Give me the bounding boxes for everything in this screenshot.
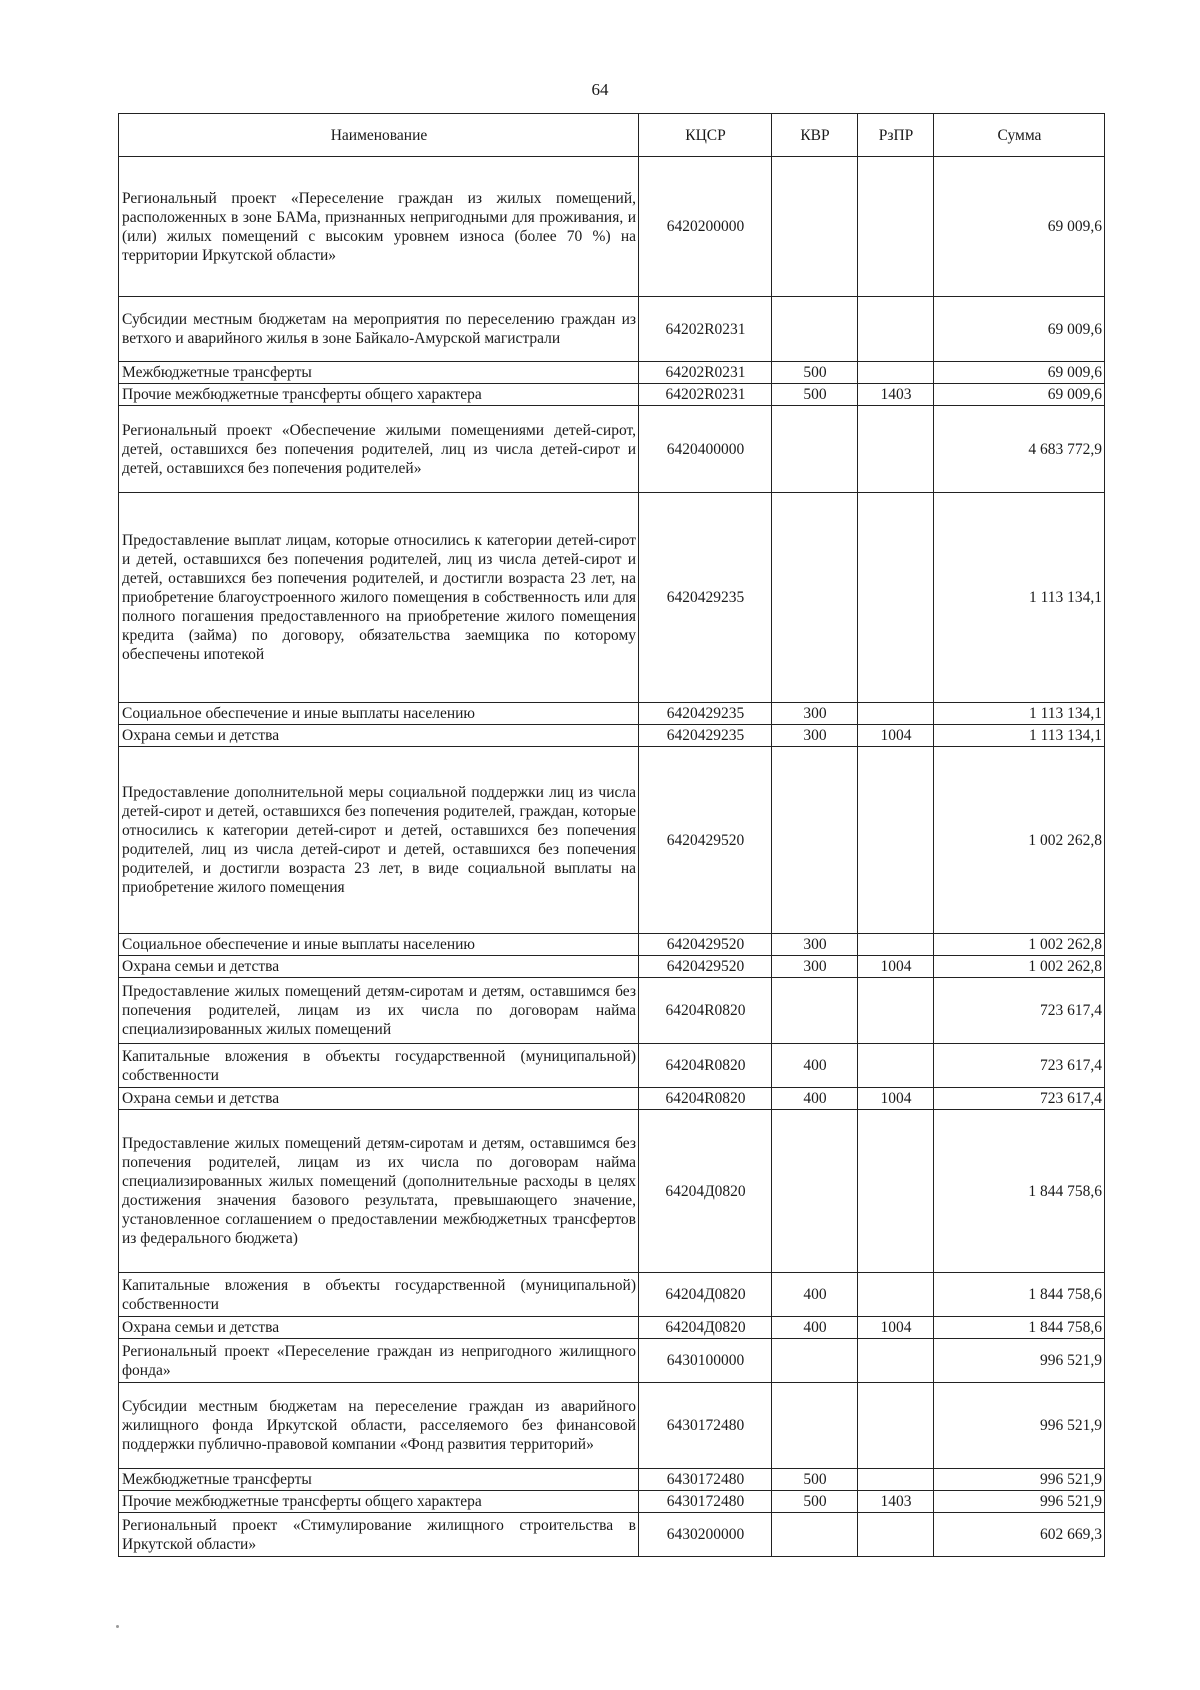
row-code: 6420429520: [639, 747, 772, 934]
table-row: [119, 1088, 1105, 1110]
table-row: [119, 1339, 1105, 1383]
row-kvr: [772, 1513, 858, 1557]
row-kvr: [772, 747, 858, 934]
row-rzpr: [858, 1339, 934, 1383]
row-sum: 69 009,6: [934, 362, 1105, 384]
row-sum: 723 617,4: [934, 1088, 1105, 1110]
row-name: Региональный проект «Переселение граждан из непригодного жилищного фонда»: [119, 1339, 639, 1383]
row-rzpr: 1004: [858, 1317, 934, 1339]
row-sum: 1 113 134,1: [934, 703, 1105, 725]
row-rzpr: [858, 157, 934, 297]
row-code: 64204R0820: [639, 1044, 772, 1088]
row-rzpr: [858, 703, 934, 725]
row-code: 6420429235: [639, 703, 772, 725]
row-kvr: 400: [772, 1044, 858, 1088]
row-rzpr: 1004: [858, 1088, 934, 1110]
row-code: 6430200000: [639, 1513, 772, 1557]
row-rzpr: [858, 934, 934, 956]
row-code: 6430172480: [639, 1469, 772, 1491]
row-name: Предоставление выплат лицам, которые относились к категории детей-сирот и детей, оставшихся без попечения родителей, лиц из числа детей-сирот и детей, оставшихся без попечения родителей, и достигли возраста 23 лет, на приобретение благоустроенного жилого помещения в собственность или для полного погашения предоставленного на приобретение жилого помещения кредита (займа) по договору, обязательства заемщика по которому обеспечены ипотекой: [119, 493, 639, 703]
row-name: Охрана семьи и детства: [119, 725, 639, 747]
row-name: Субсидии местным бюджетам на мероприятия по переселению граждан из ветхого и аварийного жилья в зоне Байкало-Амурской магистрали: [119, 297, 639, 362]
table-row: [119, 703, 1105, 725]
row-code: 64202R0231: [639, 384, 772, 406]
row-sum: 4 683 772,9: [934, 406, 1105, 493]
table-row: [119, 406, 1105, 493]
row-kvr: 500: [772, 362, 858, 384]
table-row: [119, 1513, 1105, 1557]
row-sum: 996 521,9: [934, 1491, 1105, 1513]
row-name: Капитальные вложения в объекты государственной (муниципальной) собственности: [119, 1273, 639, 1317]
row-rzpr: [858, 747, 934, 934]
row-sum: 69 009,6: [934, 157, 1105, 297]
row-code: 64202R0231: [639, 362, 772, 384]
row-rzpr: 1403: [858, 1491, 934, 1513]
row-sum: 996 521,9: [934, 1339, 1105, 1383]
row-kvr: 300: [772, 956, 858, 978]
table-row: [119, 1110, 1105, 1273]
table-row: [119, 1273, 1105, 1317]
row-code: 6430172480: [639, 1491, 772, 1513]
row-code: 6420429520: [639, 934, 772, 956]
row-name: Предоставление жилых помещений детям-сиротам и детям, оставшимся без попечения родителей, лицам из их числа по договорам найма специализированных жилых помещений: [119, 978, 639, 1044]
row-rzpr: [858, 1513, 934, 1557]
row-code: 64204Д0820: [639, 1317, 772, 1339]
row-rzpr: [858, 1110, 934, 1273]
row-name: Капитальные вложения в объекты государственной (муниципальной) собственности: [119, 1044, 639, 1088]
table-row: [119, 362, 1105, 384]
row-sum: 1 844 758,6: [934, 1317, 1105, 1339]
row-name: Предоставление дополнительной меры социальной поддержки лиц из числа детей-сирот и детей, оставшихся без попечения родителей, граждан, которые относились к категории детей-сирот и детей, оставшихся без попечения родителей, лиц из числа детей-сирот и детей, оставшихся без попечения родителей, и достигли возраста 23 лет, в виде социальной выплаты на приобретение жилого помещения: [119, 747, 639, 934]
row-sum: 1 113 134,1: [934, 725, 1105, 747]
row-kvr: [772, 157, 858, 297]
row-code: 64204R0820: [639, 978, 772, 1044]
row-sum: 723 617,4: [934, 978, 1105, 1044]
row-name: Региональный проект «Обеспечение жилыми помещениями детей-сирот, детей, оставшихся без попечения родителей, лиц из числа детей-сирот и детей, оставшихся без попечения родителей»: [119, 406, 639, 493]
row-sum: 996 521,9: [934, 1383, 1105, 1469]
row-sum: 1 844 758,6: [934, 1273, 1105, 1317]
row-code: 6430100000: [639, 1339, 772, 1383]
row-name: Прочие межбюджетные трансферты общего характера: [119, 384, 639, 406]
row-kvr: [772, 1110, 858, 1273]
row-kvr: 300: [772, 725, 858, 747]
row-rzpr: [858, 493, 934, 703]
row-rzpr: [858, 297, 934, 362]
table-row: [119, 747, 1105, 934]
row-sum: 69 009,6: [934, 297, 1105, 362]
row-sum: 1 113 134,1: [934, 493, 1105, 703]
header-code: КЦСР: [639, 114, 772, 157]
row-sum: 723 617,4: [934, 1044, 1105, 1088]
row-sum: 996 521,9: [934, 1469, 1105, 1491]
table-row: [119, 1383, 1105, 1469]
table-row: [119, 956, 1105, 978]
header-kvr: КВР: [772, 114, 858, 157]
row-name: Региональный проект «Стимулирование жилищного строительства в Иркутской области»: [119, 1513, 639, 1557]
page-number: 64: [591, 80, 609, 99]
table-header-row: [119, 114, 1105, 157]
scan-speck: [116, 1625, 119, 1628]
row-sum: 69 009,6: [934, 384, 1105, 406]
row-kvr: 400: [772, 1088, 858, 1110]
row-sum: 1 002 262,8: [934, 956, 1105, 978]
row-name: Региональный проект «Переселение граждан из жилых помещений, расположенных в зоне БАМа, признанных непригодными для проживания, и (или) жилых помещений с высоким уровнем износа (более 70 %) на территории Иркутской области»: [119, 157, 639, 297]
table-row: [119, 157, 1105, 297]
table-body: [119, 157, 1105, 1557]
table-row: [119, 1317, 1105, 1339]
budget-table: [118, 113, 1105, 1557]
row-kvr: [772, 493, 858, 703]
table-row: [119, 725, 1105, 747]
row-kvr: 400: [772, 1317, 858, 1339]
row-kvr: 300: [772, 934, 858, 956]
row-sum: 1 844 758,6: [934, 1110, 1105, 1273]
row-code: 64204Д0820: [639, 1110, 772, 1273]
row-rzpr: [858, 362, 934, 384]
row-name: Социальное обеспечение и иные выплаты населению: [119, 934, 639, 956]
row-sum: 1 002 262,8: [934, 934, 1105, 956]
row-rzpr: [858, 1383, 934, 1469]
row-code: 6420429235: [639, 493, 772, 703]
row-code: 6430172480: [639, 1383, 772, 1469]
row-kvr: 500: [772, 1491, 858, 1513]
table-row: [119, 978, 1105, 1044]
row-kvr: 500: [772, 384, 858, 406]
row-rzpr: [858, 1469, 934, 1491]
row-name: Охрана семьи и детства: [119, 1317, 639, 1339]
row-rzpr: [858, 978, 934, 1044]
row-rzpr: 1004: [858, 956, 934, 978]
row-rzpr: 1004: [858, 725, 934, 747]
header-rzpr: РзПР: [858, 114, 934, 157]
row-rzpr: [858, 1044, 934, 1088]
row-code: 6420200000: [639, 157, 772, 297]
row-kvr: [772, 978, 858, 1044]
row-name: Межбюджетные трансферты: [119, 362, 639, 384]
header-sum: Сумма: [934, 114, 1105, 157]
row-rzpr: [858, 406, 934, 493]
row-kvr: 300: [772, 703, 858, 725]
row-code: 6420400000: [639, 406, 772, 493]
row-code: 6420429520: [639, 956, 772, 978]
row-kvr: [772, 297, 858, 362]
row-sum: 1 002 262,8: [934, 747, 1105, 934]
row-rzpr: [858, 1273, 934, 1317]
row-rzpr: 1403: [858, 384, 934, 406]
table-row: [119, 1469, 1105, 1491]
row-name: Охрана семьи и детства: [119, 956, 639, 978]
header-name: Наименование: [119, 114, 639, 157]
row-kvr: 500: [772, 1469, 858, 1491]
row-name: Межбюджетные трансферты: [119, 1469, 639, 1491]
row-name: Субсидии местным бюджетам на переселение граждан из аварийного жилищного фонда Иркутской области, расселяемого без финансовой поддержки публично-правовой компании «Фонд развития территорий»: [119, 1383, 639, 1469]
row-sum: 602 669,3: [934, 1513, 1105, 1557]
row-name: Охрана семьи и детства: [119, 1088, 639, 1110]
table-row: [119, 934, 1105, 956]
row-kvr: [772, 1339, 858, 1383]
table-row: [119, 297, 1105, 362]
table-row: [119, 1044, 1105, 1088]
row-code: 64202R0231: [639, 297, 772, 362]
row-name: Предоставление жилых помещений детям-сиротам и детям, оставшимся без попечения родителей, лицам из их числа по договорам найма специализированных жилых помещений (дополнительные расходы в целях достижения значения базового результата, превышающего значение, установленное соглашением о предоставлении межбюджетных трансфертов из федерального бюджета): [119, 1110, 639, 1273]
table-row: [119, 1491, 1105, 1513]
row-kvr: [772, 406, 858, 493]
row-code: 6420429235: [639, 725, 772, 747]
row-name: Социальное обеспечение и иные выплаты населению: [119, 703, 639, 725]
row-kvr: 400: [772, 1273, 858, 1317]
row-name: Прочие межбюджетные трансферты общего характера: [119, 1491, 639, 1513]
row-code: 64204Д0820: [639, 1273, 772, 1317]
table-row: [119, 493, 1105, 703]
row-kvr: [772, 1383, 858, 1469]
table-row: [119, 384, 1105, 406]
row-code: 64204R0820: [639, 1088, 772, 1110]
